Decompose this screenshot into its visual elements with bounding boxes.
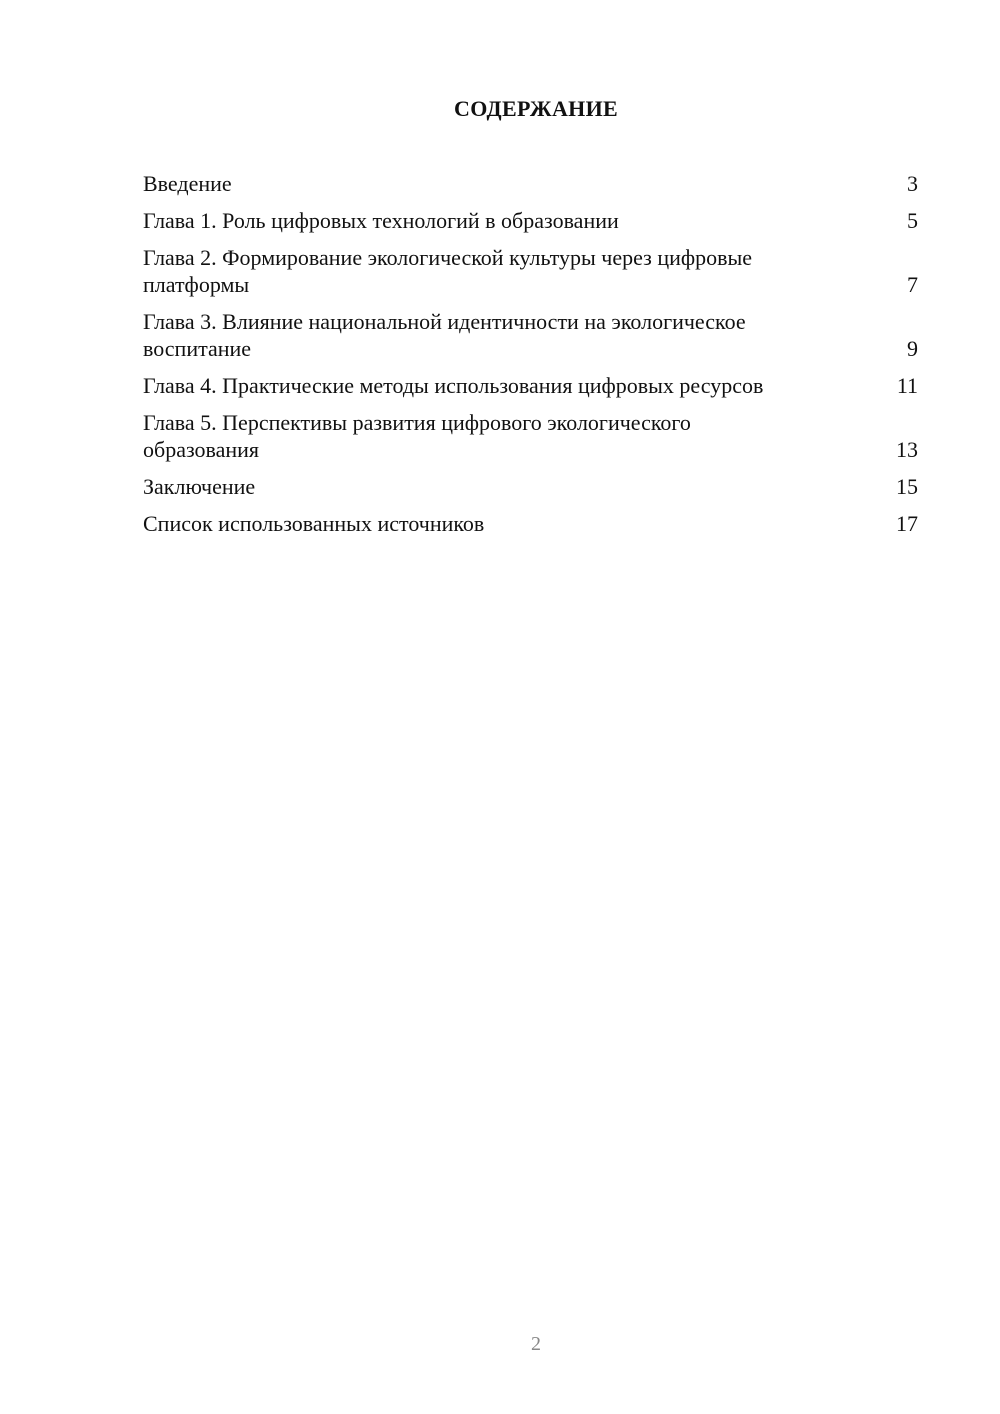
toc-entry-page: 3 [907, 171, 918, 196]
toc-entry-title: Глава 5. Перспективы развития цифрового экологического образования [143, 410, 691, 462]
toc-entry-chapter-2[interactable] [143, 244, 918, 298]
toc-entry-title: Глава 3. Влияние национальной идентичности на экологическое воспитание [143, 309, 746, 361]
toc-entry-chapter-4[interactable] [143, 372, 918, 399]
page-title: СОДЕРЖАНИЕ [454, 96, 618, 121]
toc-entry-introduction[interactable] [143, 170, 918, 197]
toc-entry-title: Глава 1. Роль цифровых технологий в образовании [143, 208, 619, 233]
toc-entry-page: 9 [907, 336, 918, 361]
toc-entry-title: Глава 2. Формирование экологической культуры через цифровые платформы [143, 245, 753, 297]
toc-entry-references[interactable] [143, 510, 918, 537]
toc-entry-chapter-3[interactable] [143, 308, 918, 362]
toc-entry-chapter-1[interactable] [143, 207, 918, 234]
toc-entry-page: 11 [896, 373, 918, 398]
toc-entry-title: Глава 4. Практические методы использования цифровых ресурсов [143, 373, 764, 398]
page-number: 2 [531, 1333, 541, 1355]
toc-entry-page: 7 [907, 272, 918, 297]
toc-entry-title: Заключение [143, 474, 256, 499]
toc-entry-title: Список использованных источников [143, 511, 485, 536]
toc-entry-page: 13 [896, 437, 918, 462]
table-of-contents [143, 170, 918, 547]
toc-entry-page: 17 [896, 511, 918, 536]
toc-entry-chapter-5[interactable] [143, 409, 918, 463]
toc-entry-page: 15 [896, 474, 918, 499]
toc-entry-page: 5 [907, 208, 918, 233]
toc-entry-conclusion[interactable] [143, 473, 918, 500]
toc-entry-title: Введение [143, 171, 232, 196]
